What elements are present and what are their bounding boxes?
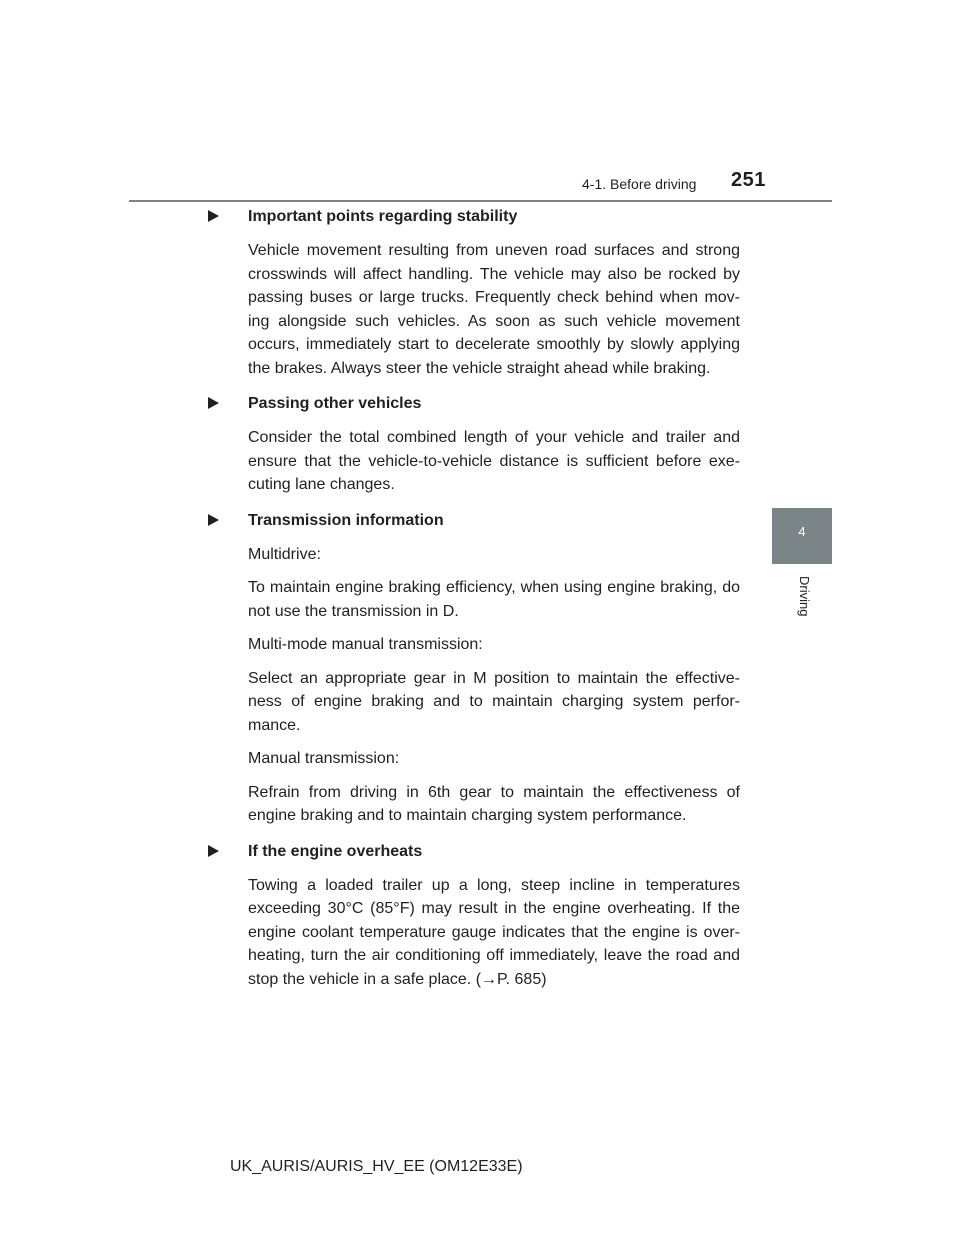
triangle-bullet-icon [208, 210, 219, 222]
section-heading: Transmission information [228, 507, 740, 533]
section-transmission [228, 507, 740, 828]
document-code: UK_AURIS/AURIS_HV_EE (OM12E33E) [230, 1158, 523, 1175]
body-paragraph: To maintain engine braking efficiency, when using engine braking, do not use the transmission in D. [248, 579, 740, 620]
body-paragraph: Towing a loaded trailer up a long, steep incline in temperatures exceeding 30°C (85°F) may result in the engine overheating. If the engine coolant temperature gauge indicates that the engine is over-heating, turn the air conditioning off immediately, leave the road and stop the vehicle in a safe place. (→P. 685) [248, 876, 740, 988]
section-title: 4-1. Before driving [582, 176, 697, 192]
page-number: 251 [731, 169, 766, 191]
chapter-number: 4 [798, 524, 806, 539]
section-stability [228, 203, 740, 380]
body-paragraph: Multidrive: [248, 545, 321, 563]
body-paragraph: Multi-mode manual transmission: [248, 636, 483, 653]
body-paragraph: Vehicle movement resulting from uneven road surfaces and strong crosswinds will affect handling. The vehicle may also be rocked by passing buses or large trucks. Frequently check behind when mov-ing alongside such vehicles. As soon as such vehicle movement occurs, immediately start to decelerate smoothly by slowly applying the brakes. Always steer the vehicle straight ahead while braking. [248, 242, 740, 377]
section-heading: Important points regarding stability [228, 203, 740, 229]
section-heading: If the engine overheats [228, 838, 740, 864]
page-content [228, 203, 740, 991]
header-divider [129, 200, 832, 202]
section-overheat [228, 838, 740, 992]
chapter-label: Driving [797, 576, 812, 617]
chapter-tab[interactable] [772, 508, 832, 564]
body-paragraph: Manual transmission: [248, 750, 400, 767]
triangle-bullet-icon [208, 514, 219, 526]
triangle-bullet-icon [208, 397, 219, 409]
section-passing [228, 390, 740, 497]
triangle-bullet-icon [208, 845, 219, 857]
body-paragraph: Select an appropriate gear in M position to maintain the effective-ness of engine braking and to maintain charging system perfor-mance. [248, 669, 740, 734]
body-paragraph: Consider the total combined length of your vehicle and trailer and ensure that the vehicle-to-vehicle distance is sufficient before exe-cuting lane changes. [248, 429, 740, 493]
section-heading: Passing other vehicles [228, 390, 740, 416]
body-paragraph: Refrain from driving in 6th gear to maintain the effectiveness of engine braking and to maintain charging system performance. [248, 783, 740, 824]
